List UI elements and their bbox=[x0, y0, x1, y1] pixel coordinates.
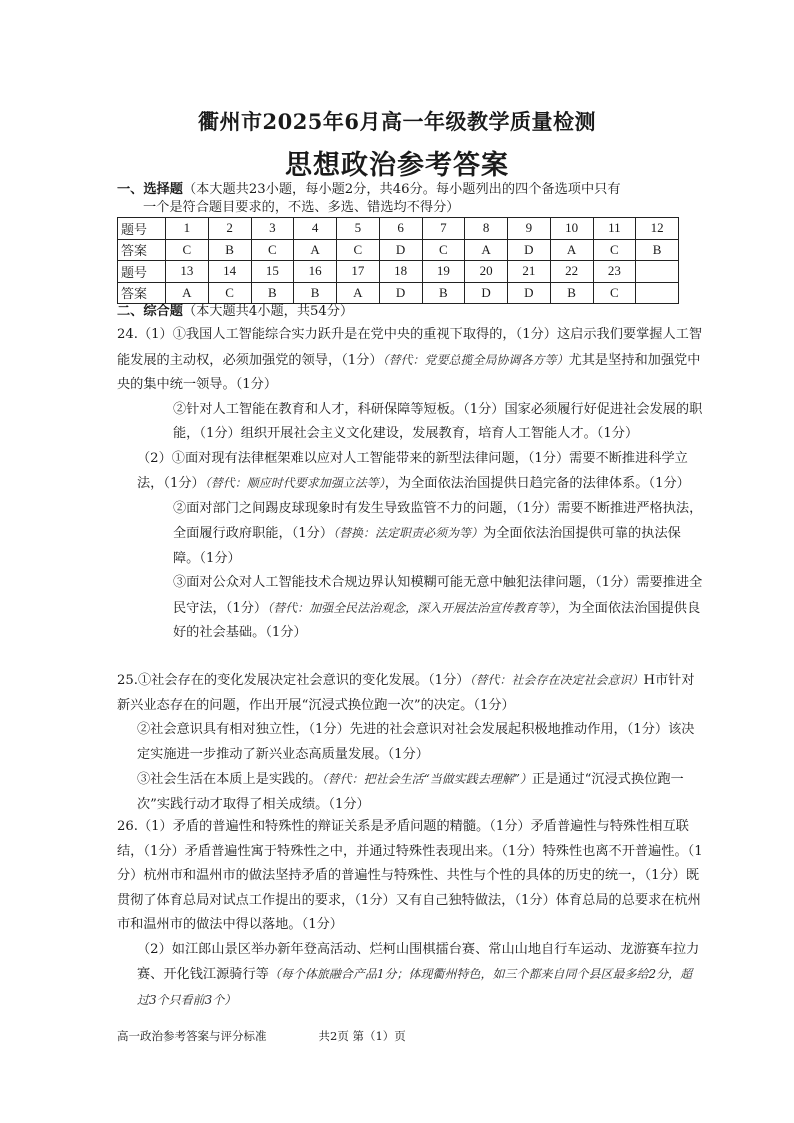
answer-text: ③面对公众对人工智能技术合规边界认知模糊可能无意中触犯法律问题，（1分）需要推进全民守法，（1分） bbox=[173, 575, 703, 616]
cell: B bbox=[636, 239, 679, 261]
answer-paragraph bbox=[117, 571, 703, 646]
cell: C bbox=[593, 282, 636, 304]
section-1-header bbox=[117, 181, 717, 217]
cell: 9 bbox=[508, 218, 551, 240]
footer-doc-name: 高一政治参考答案与评分标准 bbox=[117, 1029, 267, 1043]
row-label: 答案 bbox=[118, 239, 166, 261]
cell: 8 bbox=[465, 218, 508, 240]
cell: 6 bbox=[379, 218, 422, 240]
cell: 12 bbox=[636, 218, 679, 240]
cell: C bbox=[422, 239, 465, 261]
answer-text: 26.（1）矛盾的普遍性和特殊性的辩证关系是矛盾问题的精髓。（1分）矛盾普遍性与特殊性相互联结，（1分）矛盾普遍性寓于特殊性之中，并通过特殊性表现出来。（1分）特殊性也离不开普遍性。（1分）杭州市和温州市的做法坚持矛盾的普遍性与特殊性、共性与个性的具体的历史的统一，（1分）既贯彻了体育总局对试点工作提出的要求，（1分）又有自己独特做法，（1分）体育总局的总要求在杭州市和温州市的做法中得以落地。（1分） bbox=[117, 819, 703, 932]
cell: B bbox=[208, 239, 251, 261]
row-label: 答案 bbox=[118, 282, 166, 304]
cell: 23 bbox=[593, 261, 636, 283]
cell: 3 bbox=[251, 218, 294, 240]
cell: 14 bbox=[208, 261, 251, 283]
cell: A bbox=[294, 239, 337, 261]
cell: 7 bbox=[422, 218, 465, 240]
cell: D bbox=[465, 282, 508, 304]
answer-paragraph bbox=[117, 718, 703, 767]
cell: 19 bbox=[422, 261, 465, 283]
cell: 1 bbox=[166, 218, 209, 240]
section-1-intro-line1: （本大题共23小题，每小题2分，共46分。每小题列出的四个备选项中只有 bbox=[182, 182, 621, 197]
answer-paragraph bbox=[117, 815, 703, 938]
answer-paragraph bbox=[117, 323, 703, 398]
cell: 15 bbox=[251, 261, 294, 283]
section-2-intro: （本大题共4小题，共54分） bbox=[182, 304, 354, 319]
row-label: 题号 bbox=[118, 218, 166, 240]
cell: A bbox=[550, 239, 593, 261]
cell: D bbox=[379, 239, 422, 261]
table-row bbox=[118, 239, 679, 261]
cell: 10 bbox=[550, 218, 593, 240]
answer-text: ②针对人工智能在教育和人才，科研保障等短板。（1分）国家必须履行好促进社会发展的职能，（1分）组织开展社会主义文化建设，发展教育，培育人工智能人才。（1分） bbox=[173, 401, 703, 441]
cell: B bbox=[550, 282, 593, 304]
answer-text: 24.（1）①我国人工智能综合实力跃升是在党中央的重视下取得的，（1分）这启示我们要掌握人工智能发展的主动权，必须加强党的领导，（1分） bbox=[117, 327, 703, 368]
answer-text: ②面对部门之间踢皮球现象时有发生导致监管不力的问题，（1分）需要不断推进严格执法，全面履行政府职能，（1分） bbox=[173, 500, 703, 541]
cell: 4 bbox=[294, 218, 337, 240]
answer-text: ，为全面依法治国提供日趋完备的法律体系。（1分） bbox=[384, 476, 690, 491]
row-label: 题号 bbox=[118, 261, 166, 283]
cell: 22 bbox=[550, 261, 593, 283]
alternative-note: （替代：顺应时代要求加强立法等） bbox=[204, 476, 385, 490]
section-2-header bbox=[117, 303, 353, 321]
cell: 5 bbox=[337, 218, 380, 240]
page-footer bbox=[117, 1028, 458, 1044]
question-24-answer bbox=[117, 323, 703, 646]
cell: 2 bbox=[208, 218, 251, 240]
answer-text: 25.①社会存在的变化发展决定社会意识的变化发展。（1分） bbox=[117, 673, 470, 688]
table-row bbox=[118, 218, 679, 240]
footer-page-number: 共2页 第（1）页 bbox=[318, 1029, 406, 1043]
answer-paragraph bbox=[117, 447, 703, 497]
question-26-answer bbox=[117, 815, 703, 1013]
cell: D bbox=[508, 282, 551, 304]
table-row bbox=[118, 261, 679, 283]
answer-text: （2）①面对现有法律框架难以应对人工智能带来的新型法律问题，（1分）需要不断推进科学立法，（1分） bbox=[137, 450, 688, 491]
cell: A bbox=[166, 282, 209, 304]
cell: B bbox=[422, 282, 465, 304]
answer-table bbox=[117, 217, 679, 304]
cell bbox=[636, 261, 679, 283]
alternative-note: （替代：加强全民法治观念，深入开展法治宣传教育等） bbox=[267, 600, 556, 615]
section-1-intro-line2: 一个是符合题目要求的，不选、多选、错选均不得分） bbox=[143, 200, 460, 215]
alternative-note: （每个体旅融合产品1分；体现衢州特色，如三个都来自同个县区最多给2分，超过3个只看前3个） bbox=[137, 967, 693, 1007]
answer-text: （2）如江郎山景区举办新年登高活动、烂柯山围棋擂台赛、常山山地自行车运动、龙游赛车拉力赛、开化钱江源骑行等 bbox=[137, 941, 700, 982]
cell: 18 bbox=[379, 261, 422, 283]
cell: 16 bbox=[294, 261, 337, 283]
cell: 17 bbox=[337, 261, 380, 283]
cell: C bbox=[337, 239, 380, 261]
cell: C bbox=[166, 239, 209, 261]
section-2-title: 二、综合题 bbox=[117, 304, 183, 319]
cell: C bbox=[593, 239, 636, 261]
answer-text: ②社会意识具有相对独立性，（1分）先进的社会意识对社会发展起积极地推动作用，（1分）该决定实施进一步推动了新兴业态高质量发展。（1分） bbox=[137, 722, 695, 762]
answer-title: 思想政治参考答案 bbox=[285, 150, 509, 181]
cell: 21 bbox=[508, 261, 551, 283]
answer-text: 正是通过“沉浸式换位跑一次”实践行动才取得了相关成绩。（1分） bbox=[137, 772, 684, 812]
cell: A bbox=[337, 282, 380, 304]
section-1-title: 一、选择题 bbox=[117, 182, 183, 197]
cell: 13 bbox=[166, 261, 209, 283]
alternative-note: （替代：社会存在决定社会意识） bbox=[469, 673, 644, 687]
cell: D bbox=[508, 239, 551, 261]
cell: A bbox=[465, 239, 508, 261]
cell: B bbox=[294, 282, 337, 304]
answer-paragraph bbox=[117, 398, 703, 447]
alternative-note: （替代：党要总揽全局协调各方等） bbox=[382, 352, 569, 367]
answer-text: ，为全面依法治国提供良好的社会基础。（1分） bbox=[173, 600, 701, 640]
answer-text: 为全面依法治国提供可靠的执法保障。（1分） bbox=[173, 526, 681, 566]
answer-paragraph bbox=[117, 938, 703, 1014]
cell: C bbox=[251, 239, 294, 261]
question-25-answer bbox=[117, 668, 703, 817]
answer-text: ③社会生活在本质上是实践的。 bbox=[137, 772, 322, 787]
cell: C bbox=[208, 282, 251, 304]
answer-text: H市针对新兴业态存在的问题，作出开展“沉浸式换位跑一次”的决定。（1分） bbox=[117, 673, 695, 713]
answer-paragraph bbox=[117, 497, 703, 572]
alternative-note: （替换：法定职责必须为等） bbox=[333, 526, 484, 540]
cell: D bbox=[379, 282, 422, 304]
cell bbox=[636, 282, 679, 304]
answer-paragraph bbox=[117, 668, 703, 718]
answer-text: 尤其是坚持和加强党中央的集中统一领导。（1分） bbox=[117, 352, 701, 392]
exam-title: 衢州市2025年6月高一年级教学质量检测 bbox=[197, 109, 597, 134]
answer-paragraph bbox=[117, 767, 703, 817]
cell: 11 bbox=[593, 218, 636, 240]
cell: B bbox=[251, 282, 294, 304]
alternative-note: （替代：把社会生活“当做实践去理解”） bbox=[321, 772, 532, 786]
table-row bbox=[118, 282, 679, 304]
cell: 20 bbox=[465, 261, 508, 283]
